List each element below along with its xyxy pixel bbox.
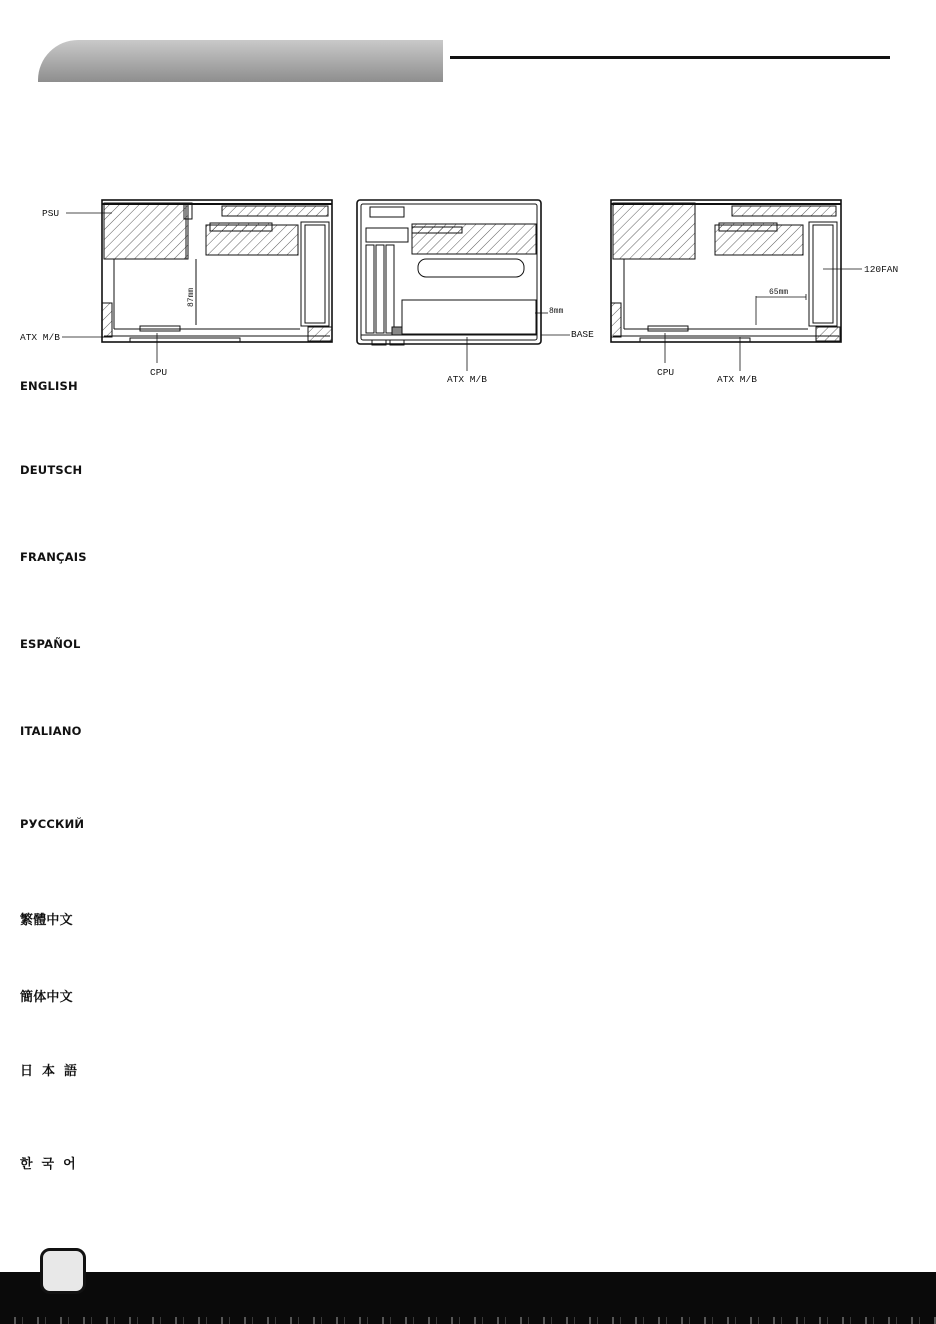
diagram-left bbox=[62, 200, 332, 363]
case-diagrams bbox=[0, 195, 936, 390]
label-psu: PSU bbox=[42, 208, 60, 219]
lang-francais: FRANÇAIS bbox=[20, 550, 87, 564]
lang-italiano: ITALIANO bbox=[20, 724, 82, 738]
lang-deutsch: DEUTSCH bbox=[20, 463, 83, 477]
lang-japanese: 日本語 bbox=[20, 1064, 87, 1079]
lang-russian: РУССКИЙ bbox=[20, 817, 85, 831]
label-base: BASE bbox=[571, 329, 594, 340]
header-rule bbox=[450, 56, 890, 59]
lang-espanol: ESPAÑOL bbox=[20, 637, 81, 651]
label-65mm: 65mm bbox=[769, 288, 789, 297]
label-87mm: 87mm bbox=[187, 287, 196, 307]
label-cpu-right: CPU bbox=[657, 367, 675, 378]
label-atx-mb-left: ATX M/B bbox=[20, 332, 60, 343]
label-8mm: 8mm bbox=[549, 307, 564, 316]
section-header-tab bbox=[38, 40, 443, 82]
lang-korean: 한국어 bbox=[20, 1157, 85, 1172]
lang-english: ENGLISH bbox=[20, 379, 78, 393]
lang-traditional-chinese: 繁體中文 bbox=[20, 913, 73, 928]
footer-bar bbox=[0, 1272, 936, 1324]
lang-simplified-chinese: 簡体中文 bbox=[20, 990, 73, 1005]
case-diagrams-svg bbox=[0, 195, 936, 390]
label-atx-mb-right: ATX M/B bbox=[717, 374, 757, 385]
label-cpu-left: CPU bbox=[150, 367, 168, 378]
diagram-middle bbox=[357, 200, 570, 371]
label-atx-mb-middle: ATX M/B bbox=[447, 374, 487, 385]
diagram-right bbox=[611, 200, 862, 371]
label-120fan: 120FAN bbox=[864, 264, 899, 275]
page-number-badge bbox=[40, 1248, 86, 1294]
psu-block-right bbox=[613, 203, 695, 259]
footer-pattern bbox=[0, 1317, 936, 1324]
psu-block bbox=[104, 203, 188, 259]
